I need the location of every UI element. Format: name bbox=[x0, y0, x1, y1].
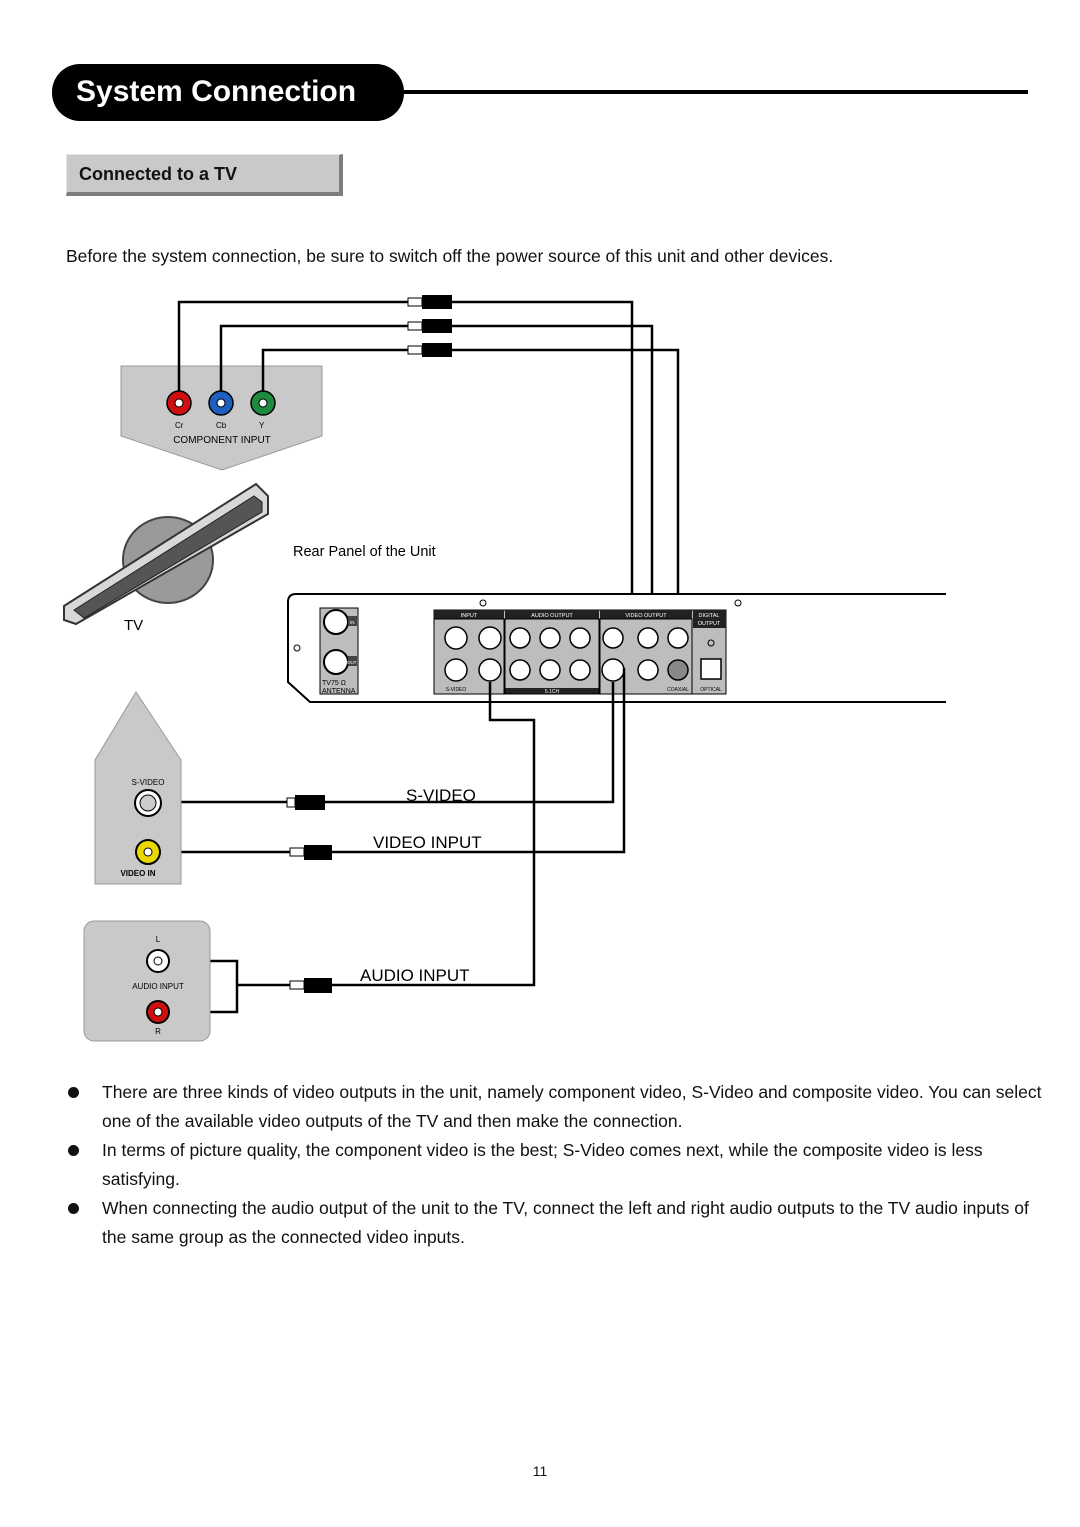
intro-text: Before the system connection, be sure to switch off the power source of this unit and other devices. bbox=[66, 246, 834, 266]
audio-output-label: AUDIO OUTPUT bbox=[531, 613, 573, 619]
y-jack bbox=[251, 391, 275, 415]
bullet-icon bbox=[68, 1145, 79, 1156]
coaxial-label: COAXIAL bbox=[667, 687, 689, 693]
tv-video-in-label: VIDEO IN bbox=[120, 869, 156, 878]
audio-plug bbox=[290, 978, 332, 993]
cr-label: Cr bbox=[175, 421, 184, 430]
optical-label: OPTICAL bbox=[700, 687, 722, 693]
output-label: OUTPUT bbox=[697, 621, 721, 627]
antenna-out-label: OUT bbox=[347, 660, 357, 665]
tv-illustration bbox=[64, 484, 268, 624]
video-output-label: VIDEO OUTPUT bbox=[625, 613, 667, 619]
video-input-cable-label: VIDEO INPUT bbox=[373, 833, 482, 852]
list-item bbox=[60, 1136, 1050, 1194]
svideo-jack-label: S-VIDEO bbox=[445, 687, 467, 693]
page-number: 11 bbox=[532, 1463, 548, 1479]
tv-label: TV bbox=[124, 617, 144, 634]
jack-block bbox=[434, 610, 726, 694]
notes-list bbox=[60, 1078, 1050, 1252]
video-plug bbox=[290, 845, 332, 860]
svideo-plug bbox=[287, 795, 325, 810]
note-text: There are three kinds of video outputs in the unit, namely component video, S-Video and composite video. You can select one of the available video outputs of the TV and then make the connection. bbox=[102, 1082, 1042, 1131]
antenna-in-label: IN bbox=[350, 620, 355, 625]
audio-r-label: R bbox=[155, 1027, 161, 1036]
note-text: When connecting the audio output of the unit to the TV, connect the left and right audio outputs to the TV audio inputs of the same group as the connected video inputs. bbox=[102, 1198, 1029, 1247]
rear-panel-caption: Rear Panel of the Unit bbox=[293, 544, 436, 560]
antenna-tv75-label: TV75 Ω bbox=[322, 680, 346, 687]
cr-jack bbox=[167, 391, 191, 415]
digital-label: DIGITAL bbox=[698, 613, 720, 619]
y-label: Y bbox=[259, 421, 265, 430]
cb-jack bbox=[209, 391, 233, 415]
tv-video-panel bbox=[95, 692, 181, 884]
component-input-label: COMPONENT INPUT bbox=[173, 435, 271, 446]
ch51-label: 5.1CH bbox=[544, 689, 560, 695]
bullet-icon bbox=[68, 1087, 79, 1098]
s-video-cable-label: S-VIDEO bbox=[406, 786, 476, 805]
page-title: System Connection bbox=[76, 75, 357, 108]
section-heading: Connected to a TV bbox=[79, 164, 238, 184]
list-item bbox=[60, 1078, 1050, 1136]
tv-audio-panel bbox=[84, 921, 210, 1041]
note-text: In terms of picture quality, the component video is the best; S-Video comes next, while the composite video is less satisfying. bbox=[102, 1140, 983, 1189]
list-item bbox=[60, 1194, 1050, 1252]
antenna-label: ANTENNA bbox=[322, 688, 356, 695]
bullet-icon bbox=[68, 1203, 79, 1214]
cb-label: Cb bbox=[216, 421, 227, 430]
component-plugs bbox=[408, 295, 452, 357]
audio-l-label: L bbox=[155, 935, 161, 944]
input-label: INPUT bbox=[460, 613, 478, 619]
tv-svideo-label: S-VIDEO bbox=[131, 778, 165, 787]
audio-input-label: AUDIO INPUT bbox=[132, 982, 184, 991]
audio-input-cable-label: AUDIO INPUT bbox=[360, 966, 470, 985]
